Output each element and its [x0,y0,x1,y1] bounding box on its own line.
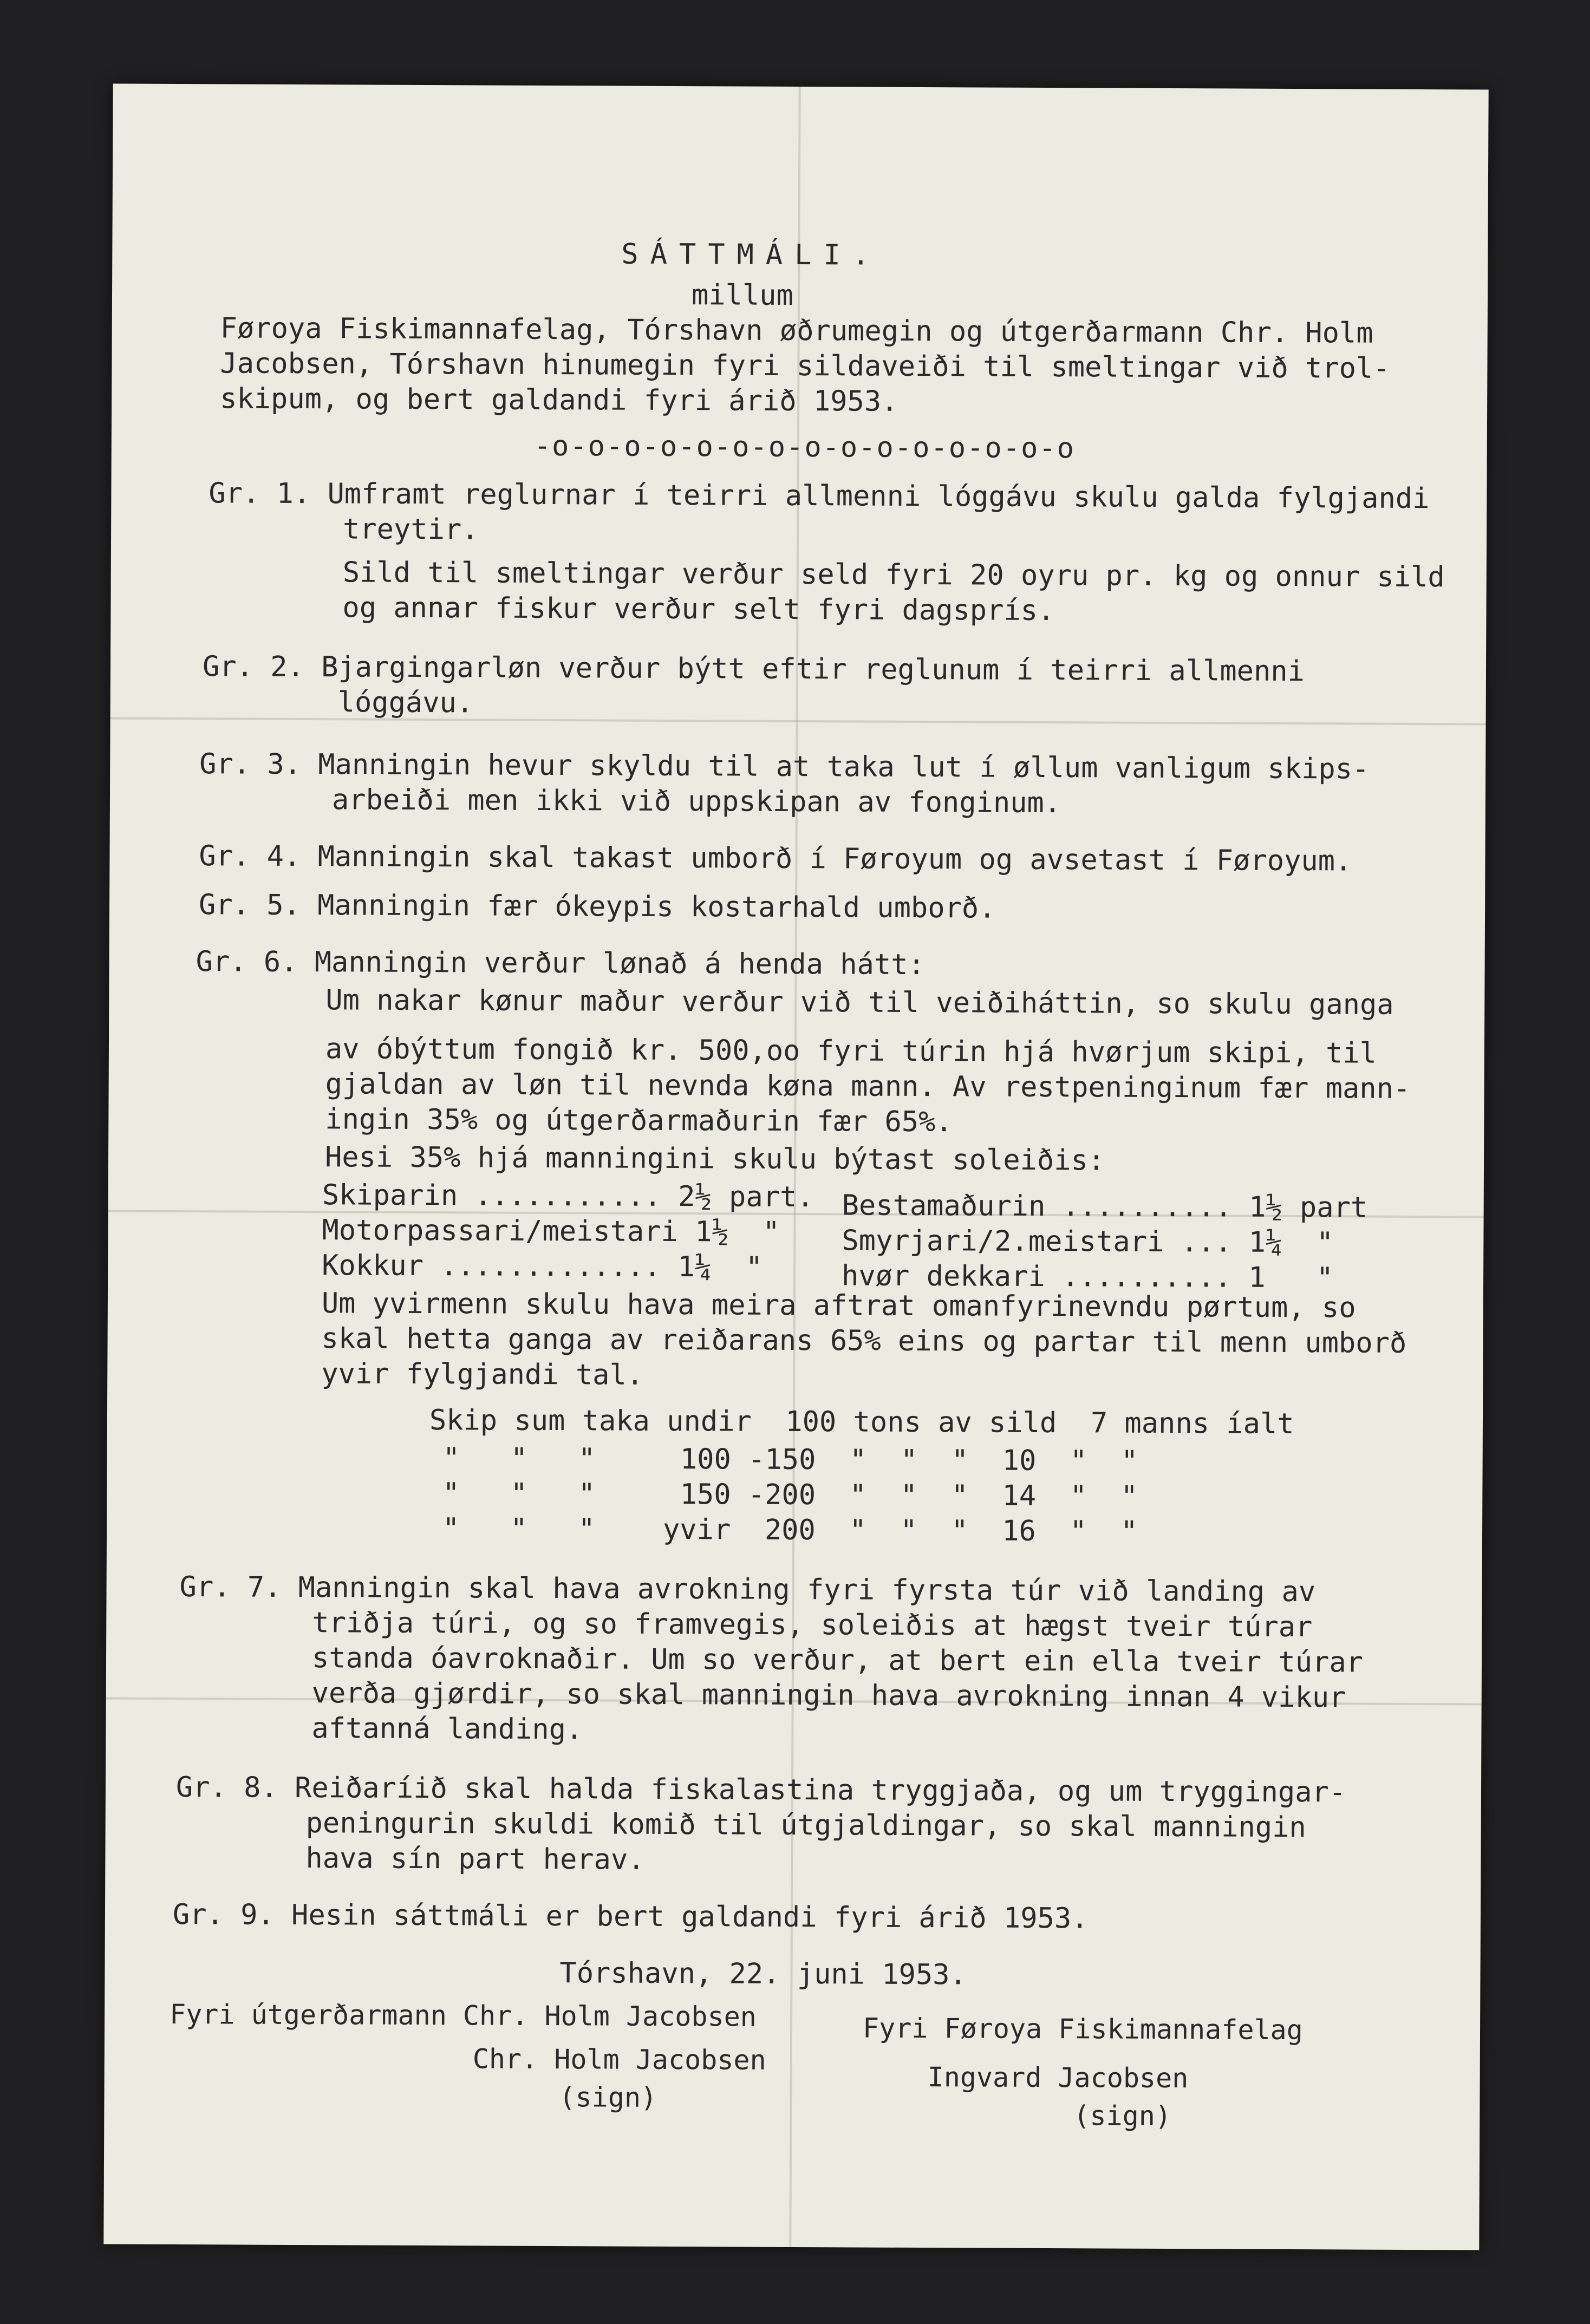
separator-line: -o-o-o-o-o-o-o-o-o-o-o-o-o-o-o [533,429,1076,465]
gr9-line: Gr. 9. Hesin sáttmáli er bert galdandi fyri árið 1953. [172,1898,1089,1935]
gr8-line: hava sín part herav. [305,1842,645,1876]
gr8-line: peningurin skuldi komið til útgjaldingar, so skal manningin [305,1807,1306,1844]
gr6-line: gjaldan av løn til nevnda køna mann. Av restpeninginum fær mann- [325,1068,1411,1105]
share-row-right: Bestamaðurin .......... 1½ part [842,1189,1368,1224]
gr1-line: Gr. 1. Umframt reglurnar í teirri allmenni lóggávu skulu galda fylgjandi [208,477,1430,515]
gr3-line: arbeiði men ikki við uppskipan av fonginum. [331,784,1061,820]
signature-left-heading: Fyri útgerðarmann Chr. Holm Jacobsen [170,1998,757,2033]
place-date: Tórshavn, 22. juni 1953. [559,1957,967,1992]
signature-right-name: Ingvard Jacobsen [927,2061,1189,2094]
share-row-left: Motorpassari/meistari 1½ " [322,1214,780,1249]
signature-left-name: Chr. Holm Jacobsen [472,2043,766,2076]
crew-table-row: " " " yvir 200 " " " 16 " " [442,1512,1138,1548]
gr7-line: Gr. 7. Manningin skal hava avrokning fyri fyrsta túr við landing av [179,1571,1316,1609]
crew-table-row: Skip sum taka undir 100 tons av sild 7 manns íalt [429,1404,1294,1441]
document-sheet [103,83,1488,2250]
crew-table-row: " " " 100 -150 " " " 10 " " [442,1442,1138,1478]
share-row-left: Skiparin ........... 2½ part. [322,1179,814,1214]
gr1-line: Sild til smeltingar verður seld fyri 20 oyru pr. kg og onnur sild [342,556,1445,594]
intro-line: Jacobsen, Tórshavn hinumegin fyri sildaveiði til smeltingar við trol- [220,347,1390,385]
document-title: SÁTTMÁLI. [621,238,882,272]
share-row-right: Smyrjari/2.meistari ... 1¼ " [842,1224,1334,1259]
gr6-line: Hesi 35% hjá manningini skulu býtast soleiðis: [324,1141,1105,1177]
share-row-right: hvør dekkari .......... 1 " [841,1259,1334,1295]
gr1-line: treytir. [342,513,479,546]
gr7-line: aftanná landing. [311,1712,583,1746]
signature-right-sign: (sign) [1073,2100,1172,2132]
gr4-line: Gr. 4. Manningin skal takast umborð í Føroyum og avsetast í Føroyum. [199,840,1352,878]
gr7-line: standa óavroknaðir. Um so verður, at bert ein ella tveir túrar [311,1642,1364,1679]
document-subtitle: millum [691,279,793,312]
gr3-line: Gr. 3. Manningin hevur skyldu til at taka lut í øllum vanligum skips- [199,748,1370,786]
gr6-cont-line: yvir fylgjandi tal. [321,1357,644,1392]
gr2-line: Gr. 2. Bjargingarløn verður býtt eftir reglunum í teirri allmenni [202,650,1305,688]
gr6-line: ingin 35% og útgerðarmaðurin fær 65%. [325,1103,953,1139]
signature-right-heading: Fyri Føroya Fiskimannafelag [862,2012,1303,2046]
gr7-line: verða gjørdir, so skal manningin hava avrokning innan 4 vikur [311,1677,1346,1714]
gr8-line: Gr. 8. Reiðaríið skal halda fiskalastina tryggjaða, og um tryggingar- [175,1771,1346,1809]
gr6-cont-line: skal hetta ganga av reiðarans 65% eins og partar til menn umborð [321,1322,1407,1360]
gr6-line: av óbýttum fongið kr. 500,oo fyri túrin hjá hvørjum skipi, til [325,1033,1377,1070]
gr6-cont-line: Um yvirmenn skulu hava meira aftrat omanfyrinevndu pørtum, so [321,1287,1356,1324]
gr6-line: Gr. 6. Manningin verður lønað á henda hátt: [196,945,925,982]
gr5-line: Gr. 5. Manningin fær ókeypis kostarhald umborð. [198,889,996,925]
intro-line: Føroya Fiskimannafelag, Tórshavn øðrumegin og útgerðarmann Chr. Holm [220,312,1373,350]
signature-left-sign: (sign) [559,2081,657,2113]
intro-line: skipum, og bert galdandi fyri árið 1953. [220,382,898,418]
gr6-line: Um nakar kønur maður verður við til veiðiháttin, so skulu ganga [325,984,1394,1021]
gr2-line: lóggávu. [337,686,474,720]
gr1-line: og annar fiskur verður selt fyri dagsprís. [342,591,1055,628]
crew-table-row: " " " 150 -200 " " " 14 " " [442,1477,1138,1513]
gr7-line: triðja túri, og so framvegis, soleiðis at hægst tveir túrar [312,1607,1313,1644]
share-row-left: Kokkur ............. 1¼ " [322,1249,763,1284]
